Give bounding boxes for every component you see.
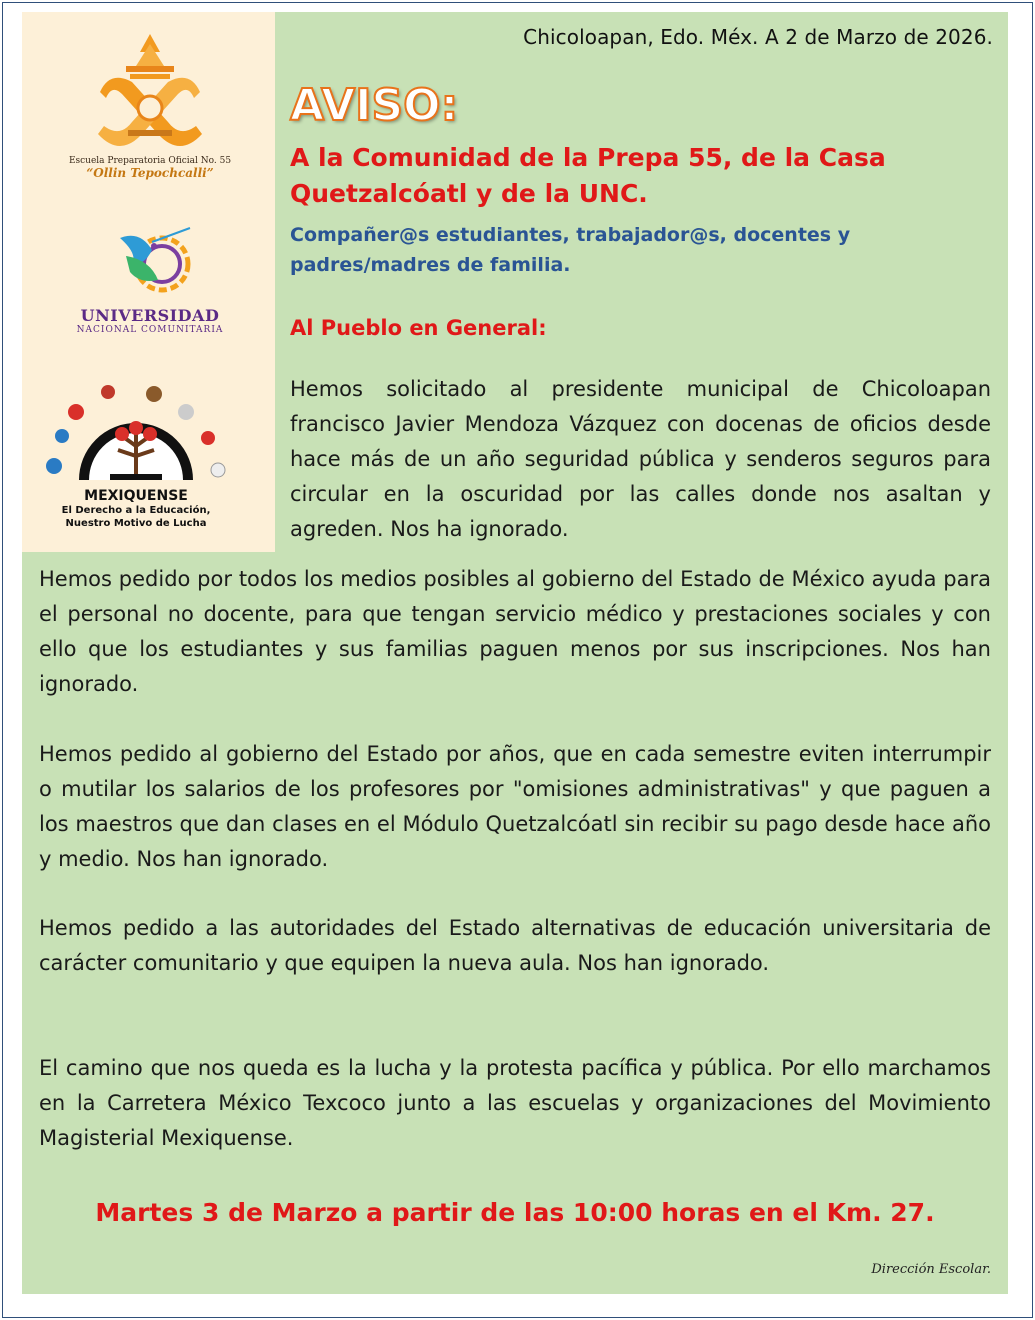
paragraph-1: Hemos solicitado al presidente municipal de Chicoloapan francisco Javier Mendoza Vázquez con docenas de oficios desde hace más de un año seguridad pública y senderos seguros para circular en la oscuridad por las calles donde nos asaltan y agreden. Nos ha ignorado.	[290, 377, 991, 541]
prepa-emblem-icon	[40, 30, 260, 152]
mmm-motto-line-1: El Derecho a la Educación,	[61, 505, 211, 516]
hummingbird-icon	[40, 220, 260, 302]
prepa-name: Escuela Preparatoria Oficial No. 55	[68, 156, 232, 166]
signature: Dirección Escolar.	[871, 1262, 991, 1277]
unc-subtitle: NACIONAL COMUNITARIA	[76, 325, 224, 335]
unc-name: UNIVERSIDAD	[80, 306, 220, 325]
mmm-name: MEXIQUENSE	[84, 488, 188, 504]
paragraph-4: Hemos pedido a las autoridades del Estado alternativas de educación universitaria de carácter comunitario y que equipen la nueva aula. Nos han ignorado.	[39, 916, 991, 975]
prepa-motto: “Ollin Tepochcalli”	[86, 166, 214, 180]
audience-subtitle: Compañer@s estudiantes, trabajador@s, docentes y padres/madres de familia.	[290, 224, 851, 276]
recipient-heading: A la Comunidad de la Prepa 55, de la Casa Quetzalcóatl y de la UNC.	[290, 143, 886, 208]
notice-title: AVISO:	[290, 80, 459, 131]
mmm-logo	[36, 382, 236, 530]
march-announcement: Martes 3 de Marzo a partir de las 10:00 horas en el Km. 27.	[95, 1198, 935, 1227]
date-line: Chicoloapan, Edo. Méx. A 2 de Marzo de 2026.	[523, 25, 993, 49]
unc-logo	[40, 220, 260, 335]
mmm-motto-line-2: Nuestro Motivo de Lucha	[65, 518, 207, 529]
paragraph-5: El camino que nos queda es la lucha y la protesta pacífica y pública. Por ello marchamos en la Carretera México Texcoco junto a las escuelas y organizaciones del Movimiento Magisterial Mexiquense.	[39, 1056, 991, 1150]
mmm-emblem-icon	[36, 382, 236, 484]
paragraph-3: Hemos pedido al gobierno del Estado por años, que en cada semestre eviten interrumpir o mutilar los salarios de los profesores por "omisiones administrativas" y que paguen a los maestros que dan clases en el Módulo Quetzalcóatl sin recibir su pago desde hace año y medio. Nos han ignorado.	[39, 742, 991, 871]
paragraph-2: Hemos pedido por todos los medios posibles al gobierno del Estado de México ayuda para el personal no docente, para que tengan servicio médico y prestaciones sociales y con ello que los estudiantes y sus familias paguen menos por sus inscripciones. Nos han ignorado.	[39, 567, 991, 696]
prepa-55-logo	[40, 30, 260, 180]
salutation: Al Pueblo en General:	[290, 316, 547, 340]
